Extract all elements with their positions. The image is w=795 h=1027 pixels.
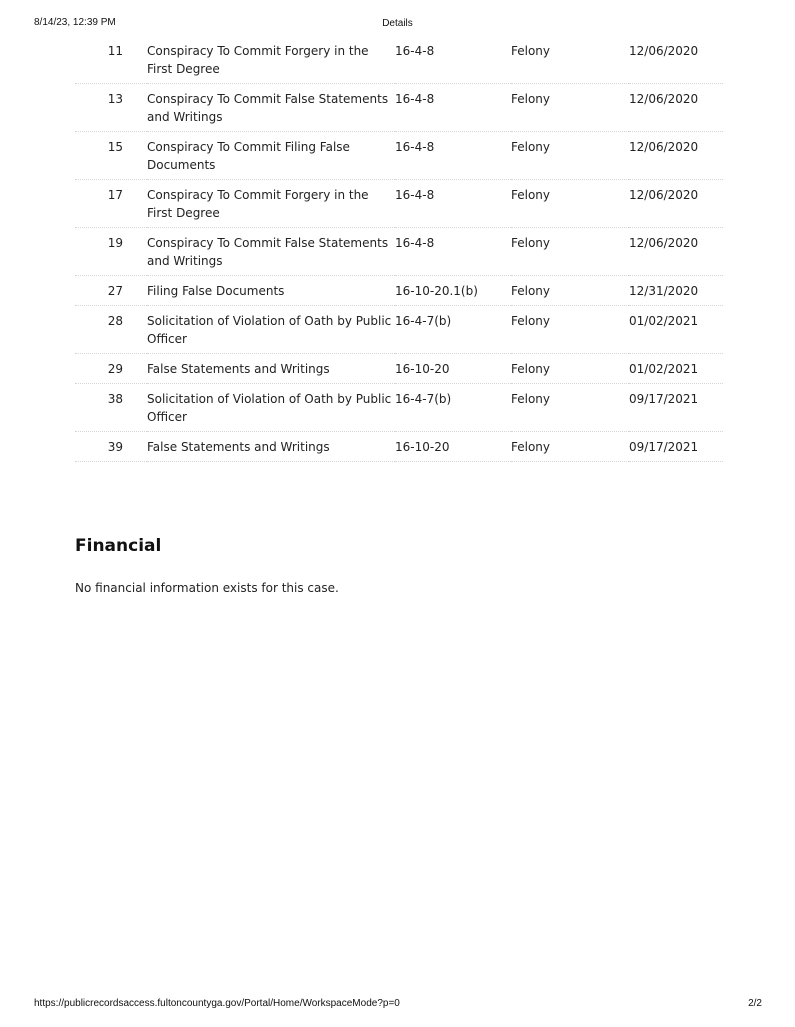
charge-number-cell <box>75 276 147 306</box>
charge-description: Solicitation of Violation of Oath by Public Officer <box>147 306 395 354</box>
charge-date: 09/17/2021 <box>629 432 723 462</box>
charge-statute: 16-10-20 <box>395 432 511 462</box>
charge-statute: 16-4-7(b) <box>395 384 511 432</box>
charge-row <box>75 276 723 306</box>
financial-message: No financial information exists for this case. <box>75 581 339 595</box>
charge-row <box>75 354 723 384</box>
charge-level: Felony <box>511 228 629 276</box>
charge-number: 11 <box>107 44 123 58</box>
charge-row <box>75 228 723 276</box>
charge-statute: 16-4-8 <box>395 180 511 228</box>
charge-row <box>75 432 723 462</box>
charge-number-cell <box>75 354 147 384</box>
charge-statute: 16-4-7(b) <box>395 306 511 354</box>
charge-description: False Statements and Writings <box>147 354 395 384</box>
charge-level: Felony <box>511 180 629 228</box>
charge-row <box>75 132 723 180</box>
charge-level: Felony <box>511 354 629 384</box>
charge-number-cell <box>75 306 147 354</box>
charge-statute: 16-4-8 <box>395 228 511 276</box>
charge-description: Filing False Documents <box>147 276 395 306</box>
charge-date: 09/17/2021 <box>629 384 723 432</box>
charge-number: 27 <box>107 284 123 298</box>
charge-number-cell <box>75 180 147 228</box>
charge-description: Conspiracy To Commit Forgery in the First Degree <box>147 180 395 228</box>
charge-description: Solicitation of Violation of Oath by Public Officer <box>147 384 395 432</box>
charge-date: 12/06/2020 <box>629 228 723 276</box>
charge-date: 12/06/2020 <box>629 180 723 228</box>
charge-row <box>75 306 723 354</box>
charge-level: Felony <box>511 432 629 462</box>
charge-description: Conspiracy To Commit False Statements and Writings <box>147 228 395 276</box>
charge-description: Conspiracy To Commit Filing False Documents <box>147 132 395 180</box>
charge-date: 12/06/2020 <box>629 132 723 180</box>
charge-number-cell <box>75 36 147 84</box>
charge-row <box>75 36 723 84</box>
charge-statute: 16-4-8 <box>395 84 511 132</box>
charge-description: Conspiracy To Commit False Statements and Writings <box>147 84 395 132</box>
charge-level: Felony <box>511 384 629 432</box>
charge-description: Conspiracy To Commit Forgery in the First Degree <box>147 36 395 84</box>
charge-row <box>75 84 723 132</box>
charge-statute: 16-10-20 <box>395 354 511 384</box>
charge-date: 12/06/2020 <box>629 84 723 132</box>
financial-section-title: Financial <box>75 536 162 556</box>
charge-number: 29 <box>107 362 123 376</box>
charge-date: 01/02/2021 <box>629 306 723 354</box>
charge-statute: 16-4-8 <box>395 36 511 84</box>
charge-description: False Statements and Writings <box>147 432 395 462</box>
charge-number-cell <box>75 132 147 180</box>
charge-number: 39 <box>107 440 123 454</box>
charge-level: Felony <box>511 84 629 132</box>
charge-number: 38 <box>107 392 123 406</box>
charge-date: 12/31/2020 <box>629 276 723 306</box>
charge-row <box>75 180 723 228</box>
charge-level: Felony <box>511 132 629 180</box>
charge-number: 19 <box>107 236 123 250</box>
charge-number: 15 <box>107 140 123 154</box>
print-page-title: Details <box>382 18 413 29</box>
charges-table-body <box>75 36 723 462</box>
print-datetime: 8/14/23, 12:39 PM <box>34 17 116 28</box>
charge-number-cell <box>75 384 147 432</box>
charge-level: Felony <box>511 36 629 84</box>
charge-number: 28 <box>107 314 123 328</box>
print-url: https://publicrecordsaccess.fultoncountyga.gov/Portal/Home/WorkspaceMode?p=0 <box>34 998 400 1009</box>
charge-level: Felony <box>511 306 629 354</box>
charge-number-cell <box>75 432 147 462</box>
charge-number: 17 <box>107 188 123 202</box>
charge-number-cell <box>75 84 147 132</box>
charge-row <box>75 384 723 432</box>
charge-date: 12/06/2020 <box>629 36 723 84</box>
charge-date: 01/02/2021 <box>629 354 723 384</box>
charge-number-cell <box>75 228 147 276</box>
charge-statute: 16-4-8 <box>395 132 511 180</box>
charges-table <box>75 36 723 462</box>
charge-statute: 16-10-20.1(b) <box>395 276 511 306</box>
print-page-number: 2/2 <box>748 998 762 1009</box>
charge-level: Felony <box>511 276 629 306</box>
charge-number: 13 <box>107 92 123 106</box>
